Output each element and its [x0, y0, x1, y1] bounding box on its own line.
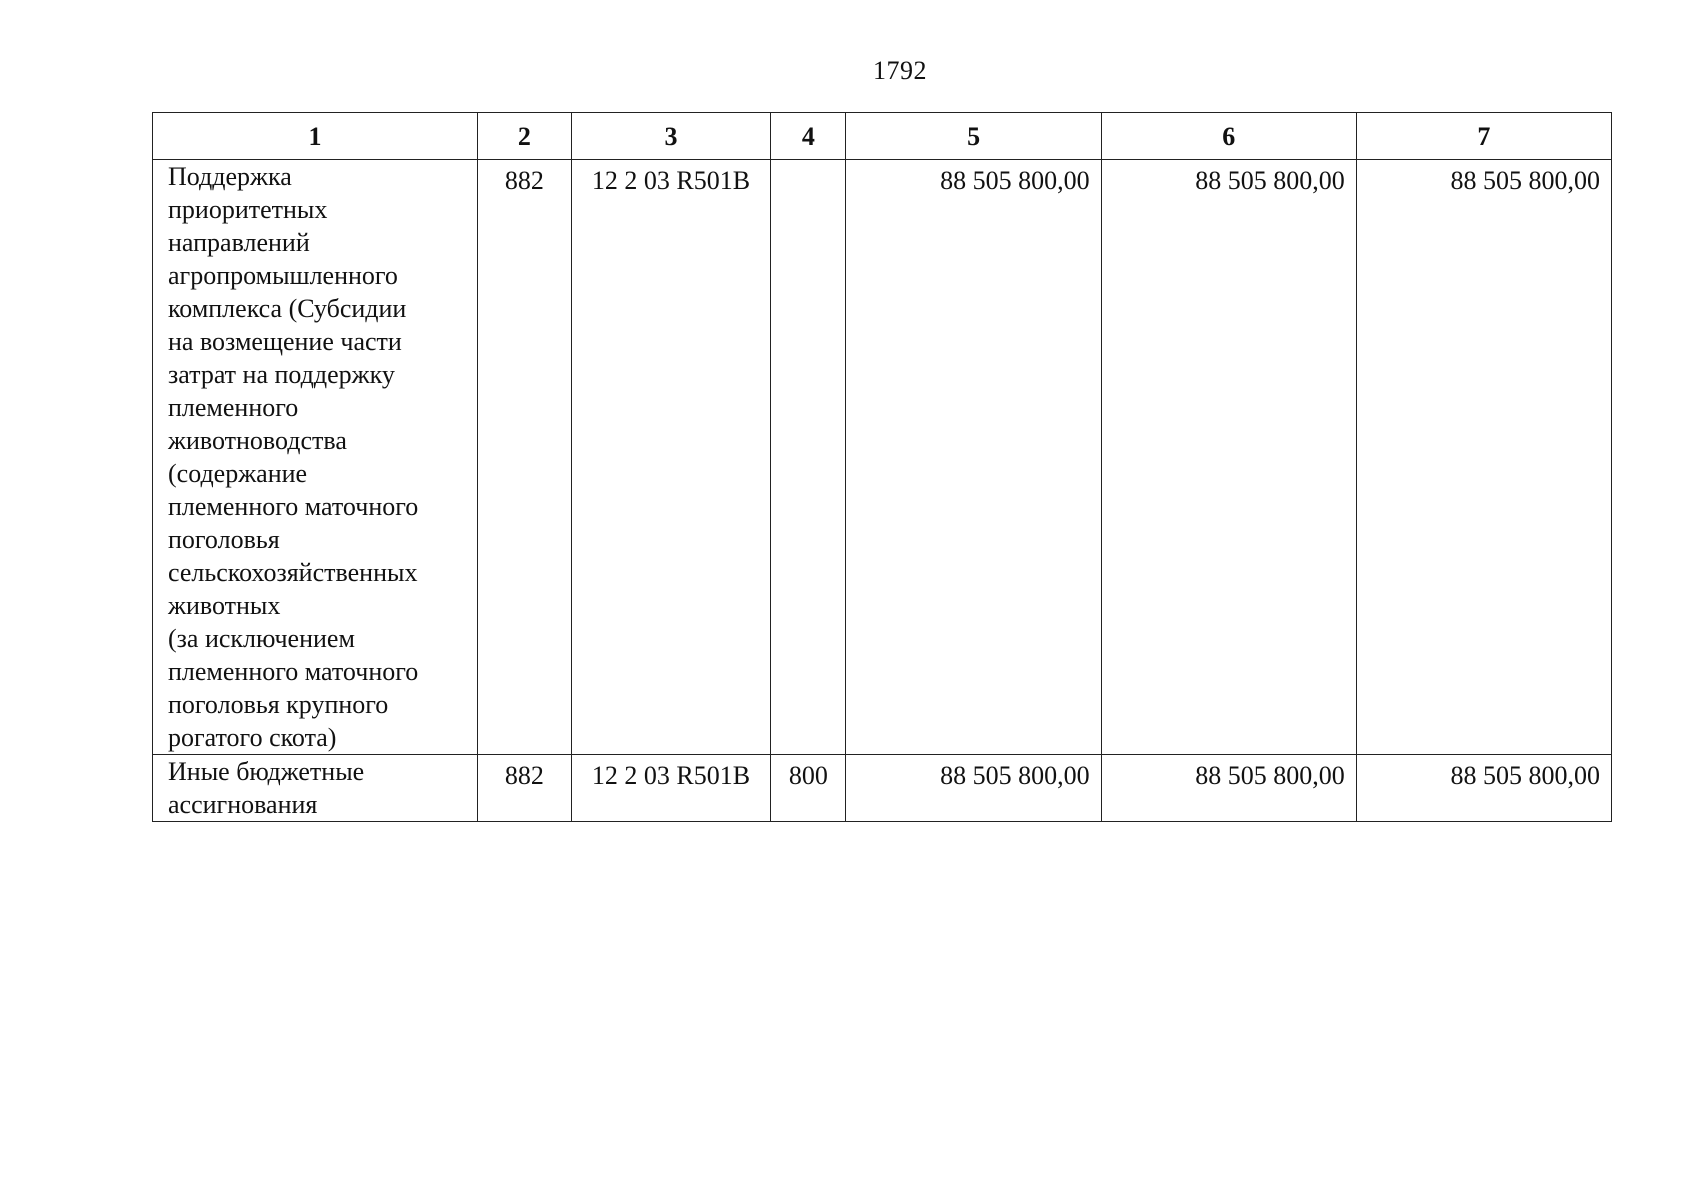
row-name: Поддержка приоритетных направлений агропромышленного комплекса (Субсидии на возмещение части затрат на поддержку племенного животноводства (содержание племенного маточного поголовья сельскохозяйственных животных (за исключением племенного маточного поголовья крупного рогатого скота) [153, 160, 478, 755]
sum-year-3: 88 505 800,00 [1356, 160, 1611, 755]
sum-year-2: 88 505 800,00 [1101, 755, 1356, 822]
column-header-4: 4 [771, 113, 846, 160]
grbs-code: 882 [477, 160, 571, 755]
column-header-6: 6 [1101, 113, 1356, 160]
budget-table [152, 112, 1612, 822]
grbs-code: 882 [477, 755, 571, 822]
column-header-2: 2 [477, 113, 571, 160]
table-row [153, 160, 1612, 755]
sum-year-1: 88 505 800,00 [846, 160, 1101, 755]
row-name: Иные бюджетные ассигнования [153, 755, 478, 822]
vr-code [771, 160, 846, 755]
page-number: 1792 [873, 56, 927, 85]
csr-code: 12 2 03 R501B [571, 160, 771, 755]
vr-code: 800 [771, 755, 846, 822]
sum-year-3: 88 505 800,00 [1356, 755, 1611, 822]
sum-year-1: 88 505 800,00 [846, 755, 1101, 822]
column-header-7: 7 [1356, 113, 1611, 160]
column-header-3: 3 [571, 113, 771, 160]
table-row [153, 755, 1612, 822]
column-header-5: 5 [846, 113, 1101, 160]
header-row [153, 113, 1612, 160]
csr-code: 12 2 03 R501B [571, 755, 771, 822]
sum-year-2: 88 505 800,00 [1101, 160, 1356, 755]
column-header-1: 1 [153, 113, 478, 160]
